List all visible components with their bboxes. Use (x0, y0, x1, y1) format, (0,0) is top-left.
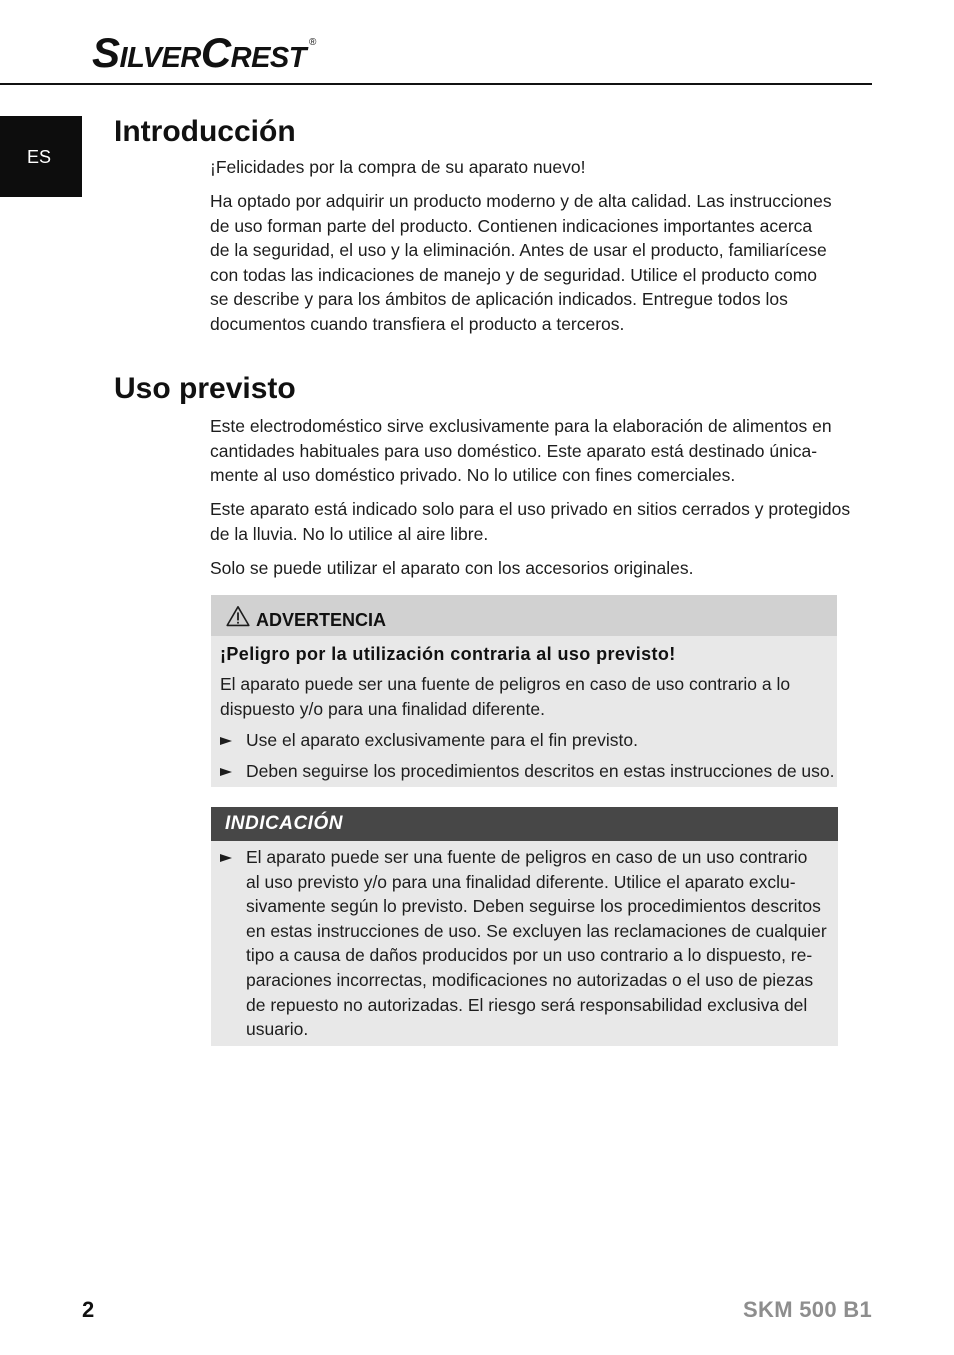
bullet-line: al uso previsto y/o para una finalidad diferente. Utilice el aparato exclu- (246, 871, 796, 892)
note-header (211, 807, 838, 841)
warning-heading: ¡Peligro por la utilización contraria al uso previsto! (220, 644, 676, 664)
warning-triangle-icon (226, 605, 250, 627)
language-tab (0, 116, 82, 197)
note-label: INDICACIÓN (225, 813, 343, 834)
paragraph-line: Solo se puede utilizar el aparato con los accesorios originales. (210, 558, 694, 578)
silvercrest-logo (92, 29, 316, 89)
note-bullet (246, 845, 827, 1042)
note-box (211, 807, 838, 1046)
paragraph-line: Ha optado por adquirir un producto moderno y de alta calidad. Las instrucciones (210, 191, 832, 211)
bullet-line: paraciones incorrectas, modificaciones no autorizadas o el uso de piezas (246, 969, 814, 990)
bullet-line: tipo a causa de daños producidos por un uso contrario a lo dispuesto, re- (246, 945, 813, 966)
arrow-right-icon (220, 854, 232, 862)
paragraph-line: de uso forman parte del producto. Contienen indicaciones importantes acerca (210, 215, 813, 236)
bullet-line: de repuesto no autorizadas. El riesgo será responsabilidad exclusiva del (246, 994, 808, 1015)
model-number: SKM 500 B1 (743, 1297, 872, 1322)
bullet-text: Deben seguirse los procedimientos descritos en estas instrucciones de uso. (246, 761, 835, 781)
warning-paragraph (220, 672, 790, 721)
paragraph-line: cantidades habituales para uso doméstico. Este aparato está destinado única- (210, 440, 818, 461)
arrow-right-icon (220, 768, 232, 776)
page-number: 2 (82, 1297, 95, 1322)
paragraph-line: de la seguridad, el uso y la eliminación. Antes de usar el producto, familiarícese (210, 240, 827, 261)
bullet-line: El aparato puede ser una fuente de peligros en caso de un uso contrario (246, 847, 808, 867)
paragraph-line: ¡Felicidades por la compra de su aparato nuevo! (210, 157, 586, 177)
language-tab-label: ES (27, 147, 52, 167)
header-divider (0, 83, 872, 85)
paragraph-line: El aparato puede ser una fuente de peligros en caso de uso contrario a lo (220, 674, 791, 694)
paragraph-line: mente al uso doméstico privado. No lo utilice con fines comerciales. (210, 465, 736, 486)
paragraph-line: dispuesto y/o para una finalidad diferente. (220, 698, 545, 719)
warning-bullet (246, 759, 835, 784)
bullet-line: en estas instrucciones de uso. Se excluyen las reclamaciones de cualquier (246, 920, 827, 941)
uso-paragraph-1 (210, 414, 832, 488)
warning-box (211, 595, 837, 787)
section-title-introduccion: Introducción (114, 115, 296, 148)
registered-mark: ® (309, 37, 317, 48)
paragraph-line: Este electrodoméstico sirve exclusivamente para la elaboración de alimentos en (210, 416, 832, 436)
intro-paragraph-1 (210, 155, 586, 180)
bullet-line: usuario. (246, 1019, 309, 1040)
section-title-uso-previsto: Uso previsto (114, 372, 296, 405)
paragraph-line: con todas las indicaciones de manejo y de seguridad. Utilice el producto como (210, 264, 818, 285)
warning-bullet (246, 728, 638, 753)
bullet-line: sivamente según lo previsto. Deben seguirse los procedimientos descritos (246, 896, 821, 917)
paragraph-line: Este aparato está indicado solo para el uso privado en sitios cerrados y protegidos (210, 499, 851, 519)
logo-text: SilverCrest (92, 29, 306, 76)
warning-header (211, 595, 837, 636)
paragraph-line: se describe y para los ámbitos de aplicación indicados. Entregue todos los (210, 289, 788, 310)
uso-paragraph-2 (210, 497, 850, 546)
bullet-text: Use el aparato exclusivamente para el fin previsto. (246, 730, 639, 750)
intro-paragraph-2 (210, 189, 832, 337)
uso-paragraph-3 (210, 556, 693, 581)
paragraph-line: de la lluvia. No lo utilice al aire libre. (210, 523, 489, 544)
paragraph-line: documentos cuando transfiera el producto a terceros. (210, 313, 625, 334)
arrow-right-icon (220, 737, 232, 745)
warning-label: ADVERTENCIA (256, 610, 387, 630)
